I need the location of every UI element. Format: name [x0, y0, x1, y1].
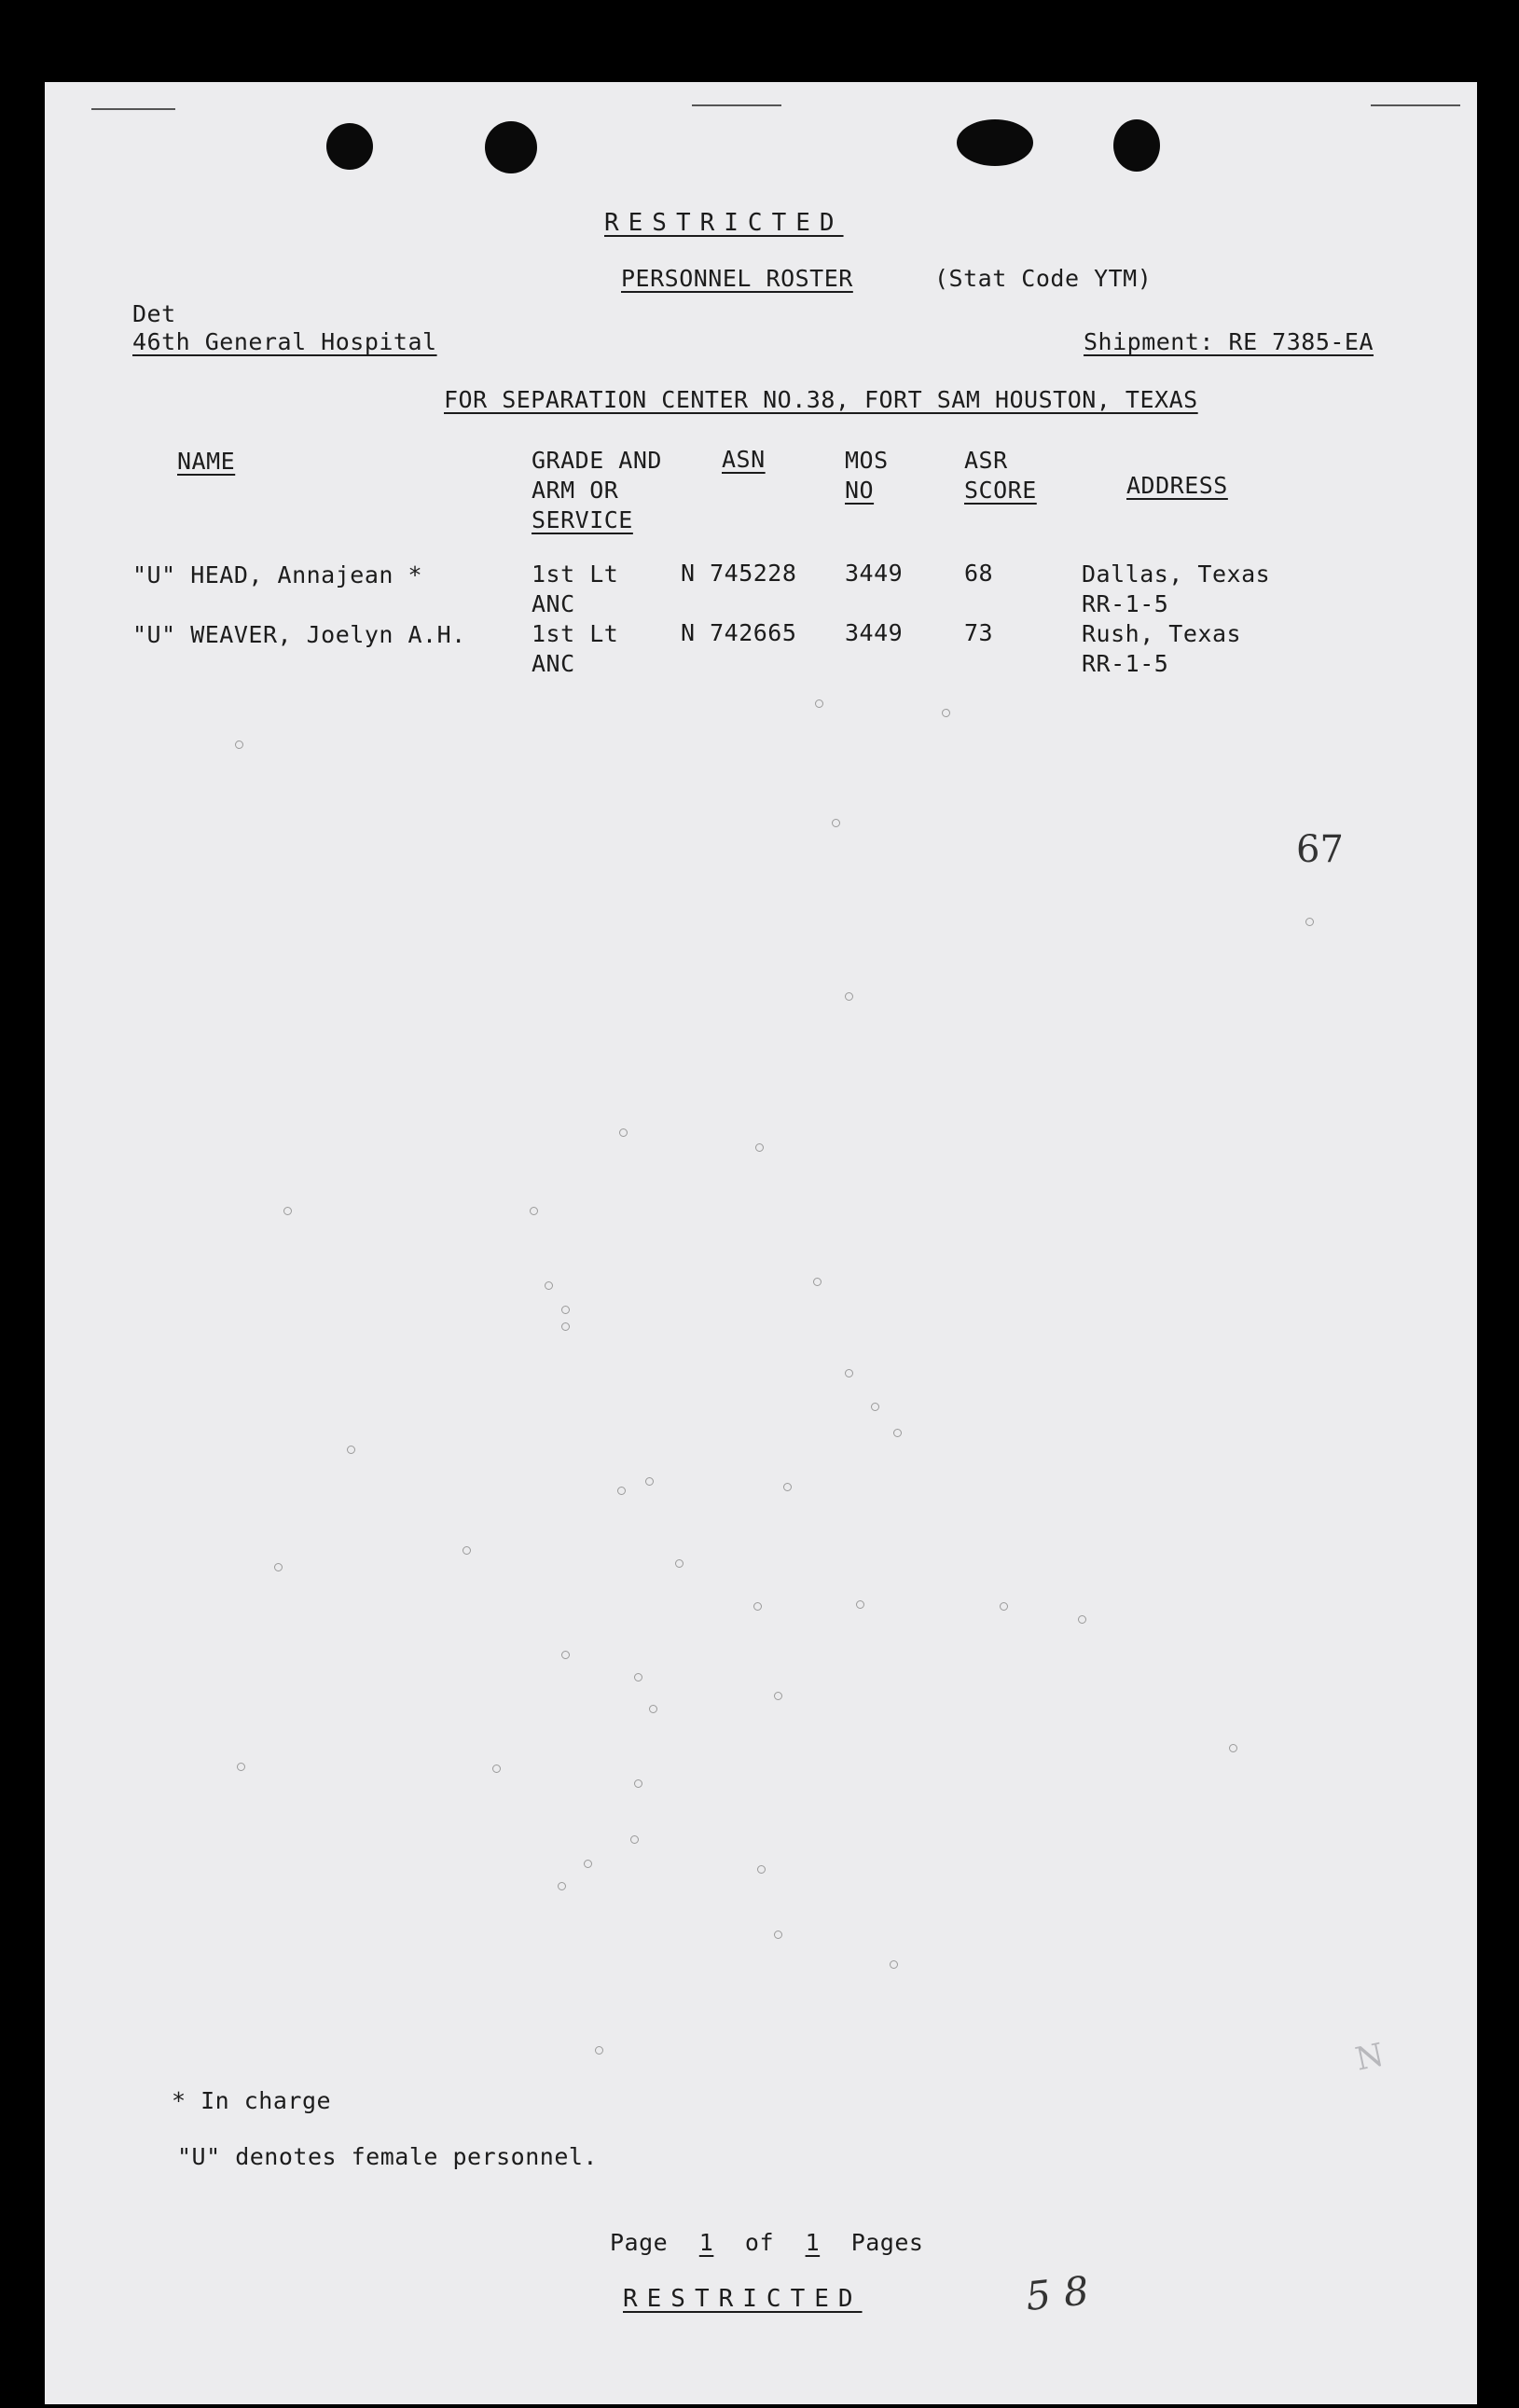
speckle [545, 1281, 553, 1290]
speckle [595, 2046, 603, 2055]
speckle [893, 1429, 902, 1437]
footnote-female-personnel: "U" denotes female personnel. [177, 2143, 598, 2170]
row-score: 68 [964, 560, 994, 587]
row-grade [532, 560, 618, 619]
row-mos: 3449 [845, 619, 904, 646]
speckle [783, 1483, 792, 1491]
speckle [561, 1651, 570, 1659]
row-address-line: Rush, Texas [1082, 620, 1242, 647]
page-label: Page [610, 2229, 669, 2256]
col-asr-header [964, 446, 1037, 505]
speckle [283, 1207, 292, 1215]
row-name: "U" HEAD, Annajean * [132, 561, 423, 588]
speckle [347, 1446, 355, 1454]
shipment-number: Shipment: RE 7385-EA [1084, 328, 1374, 355]
speckle [649, 1705, 657, 1713]
destination: FOR SEPARATION CENTER NO.38, FORT SAM HOUSTON, TEXAS [444, 386, 1198, 413]
row-address-line: Dallas, Texas [1082, 560, 1271, 588]
col-name-header: NAME [177, 448, 236, 475]
speckle [235, 740, 243, 749]
col-address-header: ADDRESS [1126, 472, 1228, 499]
col-asr-header-line: ASR [964, 447, 1008, 474]
speckle [832, 819, 840, 827]
row-grade-value: 1st Lt [532, 620, 619, 647]
footnote-in-charge: * In charge [172, 2087, 332, 2114]
speckle [237, 1763, 245, 1771]
speckle [675, 1559, 684, 1568]
row-asn: N 742665 [681, 619, 797, 646]
speckle [617, 1487, 626, 1495]
document-page [45, 82, 1477, 2404]
speckle [584, 1860, 592, 1868]
margin-page-number: 67 [1296, 828, 1344, 871]
speckle [757, 1865, 766, 1874]
classification-header: RESTRICTED [604, 209, 844, 237]
speckle [845, 1369, 853, 1377]
margin-mark [91, 108, 175, 110]
punch-hole [485, 121, 537, 173]
row-mos: 3449 [845, 560, 904, 587]
speckle [561, 1322, 570, 1331]
speckle [561, 1306, 570, 1314]
row-address [1082, 619, 1241, 679]
speckle [845, 992, 853, 1001]
col-mos-header-line: MOS [845, 447, 889, 474]
speckle [815, 699, 823, 708]
page-of-label: of [744, 2229, 775, 2256]
row-service-value: ANC [532, 650, 575, 677]
speckle [274, 1563, 283, 1571]
col-grade-header-line: ARM OR [532, 477, 619, 504]
speckle [1229, 1744, 1237, 1752]
row-address [1082, 560, 1270, 619]
speckle [630, 1835, 639, 1844]
punch-hole [326, 123, 373, 170]
unit-line-1: Det [132, 300, 176, 327]
col-asr-header-line: SCORE [964, 477, 1037, 504]
speckle [1078, 1615, 1086, 1624]
col-grade-header [532, 446, 662, 535]
speckle [645, 1477, 654, 1486]
speckle [463, 1546, 471, 1555]
pages-label: Pages [850, 2229, 924, 2256]
speckle [753, 1602, 762, 1611]
speckle [942, 709, 950, 717]
row-address-line: RR-1-5 [1082, 590, 1169, 617]
unit-line-2: 46th General Hospital [132, 328, 437, 355]
speckle [890, 1960, 898, 1969]
row-grade-value: 1st Lt [532, 560, 619, 588]
page-current: 1 [698, 2229, 714, 2256]
col-grade-header-line: GRADE AND [532, 447, 662, 474]
stat-code: (Stat Code YTM) [934, 265, 1153, 292]
speckle [634, 1673, 642, 1681]
punch-hole [1113, 119, 1160, 172]
classification-footer: RESTRICTED [623, 2285, 863, 2313]
row-service-value: ANC [532, 590, 575, 617]
speckle [774, 1692, 782, 1700]
row-asn: N 745228 [681, 560, 797, 587]
speckle [774, 1931, 782, 1939]
speckle [1000, 1602, 1008, 1611]
speckle [856, 1600, 864, 1609]
page-indicator [610, 2229, 923, 2256]
col-grade-header-line: SERVICE [532, 506, 633, 533]
speckle [1305, 918, 1314, 926]
page-total: 1 [805, 2229, 821, 2256]
speckle [558, 1882, 566, 1890]
punch-hole [957, 119, 1033, 166]
speckle [619, 1128, 628, 1137]
col-mos-header-line: NO [845, 477, 875, 504]
speckle [530, 1207, 538, 1215]
row-address-line: RR-1-5 [1082, 650, 1169, 677]
speckle [755, 1143, 764, 1152]
row-name: "U" WEAVER, Joelyn A.H. [132, 621, 466, 648]
speckle [492, 1764, 501, 1773]
row-score: 73 [964, 619, 994, 646]
margin-mark [1371, 104, 1460, 106]
col-asn-header: ASN [722, 446, 766, 473]
margin-mark [692, 104, 781, 106]
handwritten-number: 58 [1023, 2265, 1104, 2320]
speckle [871, 1403, 879, 1411]
pencil-mark: N [1352, 2036, 1388, 2079]
row-grade [532, 619, 618, 679]
roster-title: PERSONNEL ROSTER [621, 265, 853, 292]
col-mos-header [845, 446, 889, 505]
speckle [634, 1779, 642, 1788]
speckle [813, 1278, 822, 1286]
